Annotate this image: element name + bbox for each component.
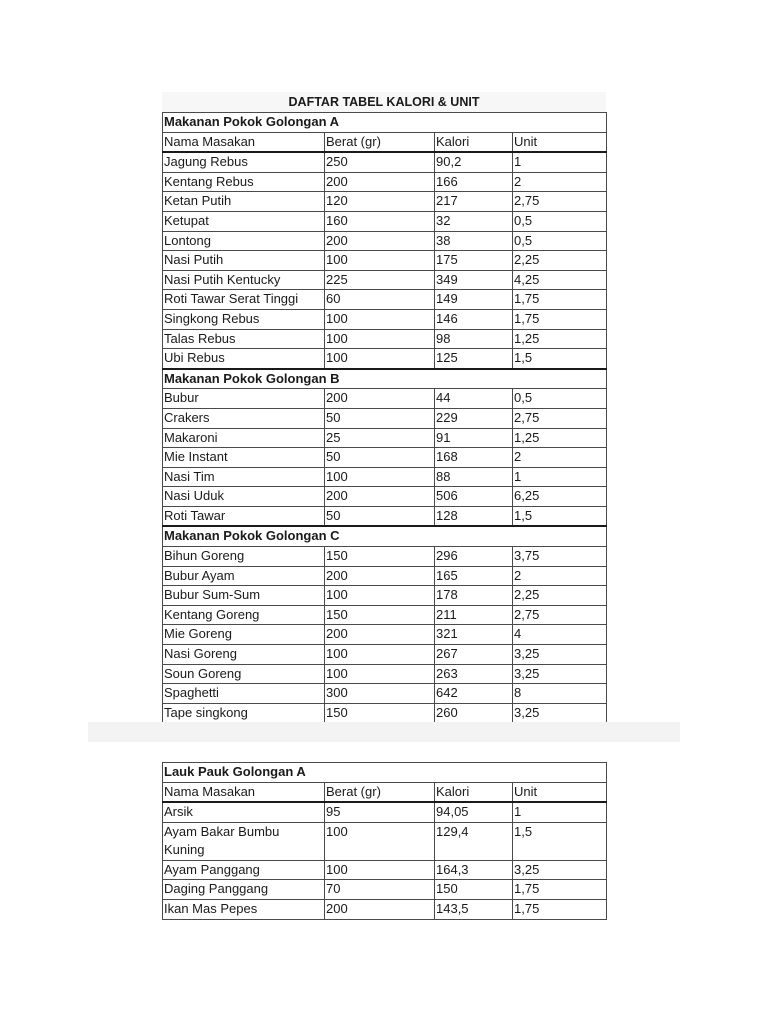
cell-unit: 2 bbox=[513, 172, 607, 192]
table-row bbox=[163, 880, 607, 900]
cell-calories: 98 bbox=[435, 329, 513, 349]
table-row bbox=[163, 703, 607, 723]
cell-unit: 4 bbox=[513, 625, 607, 645]
cell-name: Daging Panggang bbox=[163, 880, 325, 900]
cell-calories: 349 bbox=[435, 270, 513, 290]
cell-name: Kentang Goreng bbox=[163, 605, 325, 625]
cell-calories: 175 bbox=[435, 251, 513, 271]
cell-unit: 0,5 bbox=[513, 211, 607, 231]
cell-name: Bubur Sum-Sum bbox=[163, 586, 325, 606]
cell-name: Ikan Mas Pepes bbox=[163, 899, 325, 919]
table-row bbox=[163, 684, 607, 704]
section-title: Makanan Pokok Golongan A bbox=[163, 113, 607, 133]
cell-name: Arsik bbox=[163, 802, 325, 822]
cell-name: Mie Goreng bbox=[163, 625, 325, 645]
page-break-band bbox=[88, 722, 680, 742]
cell-calories: 146 bbox=[435, 309, 513, 329]
cell-name: Nasi Goreng bbox=[163, 645, 325, 665]
table-row bbox=[163, 566, 607, 586]
cell-weight: 200 bbox=[325, 625, 435, 645]
cell-name: Kentang Rebus bbox=[163, 172, 325, 192]
cell-unit: 3,25 bbox=[513, 645, 607, 665]
cell-weight: 70 bbox=[325, 880, 435, 900]
cell-calories: 129,4 bbox=[435, 822, 513, 860]
header-unit: Unit bbox=[513, 132, 607, 152]
cell-calories: 164,3 bbox=[435, 860, 513, 880]
cell-unit: 2,25 bbox=[513, 251, 607, 271]
table-row bbox=[163, 309, 607, 329]
table-row bbox=[163, 586, 607, 606]
table-row bbox=[163, 664, 607, 684]
section-header-row bbox=[163, 369, 607, 389]
cell-name: Ayam Panggang bbox=[163, 860, 325, 880]
cell-weight: 150 bbox=[325, 703, 435, 723]
cell-unit: 4,25 bbox=[513, 270, 607, 290]
cell-weight: 100 bbox=[325, 822, 435, 860]
cell-unit: 1,75 bbox=[513, 899, 607, 919]
table-row bbox=[163, 152, 607, 172]
cell-weight: 300 bbox=[325, 684, 435, 704]
cell-name: Roti Tawar bbox=[163, 506, 325, 526]
cell-calories: 168 bbox=[435, 448, 513, 468]
table-row bbox=[163, 290, 607, 310]
cell-name: Ketupat bbox=[163, 211, 325, 231]
cell-calories: 44 bbox=[435, 389, 513, 409]
cell-unit: 1,25 bbox=[513, 329, 607, 349]
cell-unit: 1,25 bbox=[513, 428, 607, 448]
cell-weight: 60 bbox=[325, 290, 435, 310]
cell-weight: 95 bbox=[325, 802, 435, 822]
cell-unit: 1,75 bbox=[513, 309, 607, 329]
cell-name: Crakers bbox=[163, 408, 325, 428]
table-row bbox=[163, 822, 607, 860]
cell-name: Lontong bbox=[163, 231, 325, 251]
cell-calories: 90,2 bbox=[435, 152, 513, 172]
cell-calories: 229 bbox=[435, 408, 513, 428]
cell-name: Ubi Rebus bbox=[163, 349, 325, 369]
cell-unit: 2,75 bbox=[513, 192, 607, 212]
cell-unit: 2,75 bbox=[513, 605, 607, 625]
section-header-row bbox=[163, 763, 607, 783]
cell-name: Nasi Putih bbox=[163, 251, 325, 271]
table-row bbox=[163, 270, 607, 290]
cell-calories: 125 bbox=[435, 349, 513, 369]
cell-calories: 38 bbox=[435, 231, 513, 251]
header-weight: Berat (gr) bbox=[325, 782, 435, 802]
cell-name: Nasi Uduk bbox=[163, 487, 325, 507]
cell-unit: 1 bbox=[513, 802, 607, 822]
cell-weight: 50 bbox=[325, 506, 435, 526]
cell-calories: 211 bbox=[435, 605, 513, 625]
table-row bbox=[163, 899, 607, 919]
cell-weight: 160 bbox=[325, 211, 435, 231]
cell-name: Talas Rebus bbox=[163, 329, 325, 349]
header-weight: Berat (gr) bbox=[325, 132, 435, 152]
cell-weight: 50 bbox=[325, 408, 435, 428]
cell-unit: 3,75 bbox=[513, 547, 607, 567]
cell-unit: 0,5 bbox=[513, 389, 607, 409]
table-row bbox=[163, 802, 607, 822]
cell-name: Makaroni bbox=[163, 428, 325, 448]
cell-calories: 165 bbox=[435, 566, 513, 586]
cell-unit: 2 bbox=[513, 448, 607, 468]
cell-weight: 150 bbox=[325, 547, 435, 567]
table-row bbox=[163, 211, 607, 231]
cell-calories: 150 bbox=[435, 880, 513, 900]
cell-unit: 1 bbox=[513, 467, 607, 487]
cell-unit: 3,25 bbox=[513, 664, 607, 684]
cell-unit: 2,25 bbox=[513, 586, 607, 606]
table-row bbox=[163, 467, 607, 487]
cell-name: Mie Instant bbox=[163, 448, 325, 468]
cell-unit: 1,75 bbox=[513, 880, 607, 900]
cell-name: Nasi Putih Kentucky bbox=[163, 270, 325, 290]
cell-calories: 642 bbox=[435, 684, 513, 704]
cell-unit: 3,25 bbox=[513, 860, 607, 880]
cell-weight: 150 bbox=[325, 605, 435, 625]
table-row bbox=[163, 231, 607, 251]
cell-unit: 6,25 bbox=[513, 487, 607, 507]
table-row bbox=[163, 408, 607, 428]
cell-weight: 25 bbox=[325, 428, 435, 448]
cell-weight: 250 bbox=[325, 152, 435, 172]
cell-name: Soun Goreng bbox=[163, 664, 325, 684]
cell-weight: 200 bbox=[325, 487, 435, 507]
cell-unit: 0,5 bbox=[513, 231, 607, 251]
side-dish-table-body bbox=[163, 763, 607, 920]
table-row bbox=[163, 860, 607, 880]
cell-weight: 50 bbox=[325, 448, 435, 468]
cell-name: Ayam Bakar Bumbu Kuning bbox=[163, 822, 325, 860]
header-calories: Kalori bbox=[435, 132, 513, 152]
table-row bbox=[163, 192, 607, 212]
table-row bbox=[163, 448, 607, 468]
cell-weight: 200 bbox=[325, 899, 435, 919]
table-row bbox=[163, 506, 607, 526]
cell-calories: 149 bbox=[435, 290, 513, 310]
section-header-row bbox=[163, 526, 607, 546]
cell-weight: 100 bbox=[325, 645, 435, 665]
side-dish-table bbox=[162, 762, 607, 920]
section-title: Lauk Pauk Golongan A bbox=[163, 763, 607, 783]
cell-calories: 217 bbox=[435, 192, 513, 212]
table-row bbox=[163, 349, 607, 369]
staple-food-table bbox=[162, 112, 607, 723]
cell-name: Singkong Rebus bbox=[163, 309, 325, 329]
cell-weight: 100 bbox=[325, 664, 435, 684]
cell-name: Jagung Rebus bbox=[163, 152, 325, 172]
table-row bbox=[163, 625, 607, 645]
cell-name: Bihun Goreng bbox=[163, 547, 325, 567]
section-title: Makanan Pokok Golongan B bbox=[163, 369, 607, 389]
cell-name: Roti Tawar Serat Tinggi bbox=[163, 290, 325, 310]
section-title: Makanan Pokok Golongan C bbox=[163, 526, 607, 546]
cell-weight: 200 bbox=[325, 231, 435, 251]
cell-name: Bubur bbox=[163, 389, 325, 409]
cell-calories: 267 bbox=[435, 645, 513, 665]
cell-calories: 128 bbox=[435, 506, 513, 526]
table-row bbox=[163, 251, 607, 271]
cell-weight: 100 bbox=[325, 467, 435, 487]
cell-name: Ketan Putih bbox=[163, 192, 325, 212]
cell-unit: 1,5 bbox=[513, 506, 607, 526]
cell-name: Nasi Tim bbox=[163, 467, 325, 487]
cell-unit: 2,75 bbox=[513, 408, 607, 428]
cell-calories: 263 bbox=[435, 664, 513, 684]
cell-weight: 225 bbox=[325, 270, 435, 290]
cell-calories: 166 bbox=[435, 172, 513, 192]
staple-food-table-body bbox=[163, 113, 607, 723]
cell-weight: 200 bbox=[325, 389, 435, 409]
table-row bbox=[163, 329, 607, 349]
cell-calories: 88 bbox=[435, 467, 513, 487]
cell-name: Bubur Ayam bbox=[163, 566, 325, 586]
table-row bbox=[163, 547, 607, 567]
cell-calories: 321 bbox=[435, 625, 513, 645]
cell-weight: 100 bbox=[325, 586, 435, 606]
cell-weight: 120 bbox=[325, 192, 435, 212]
cell-unit: 1,5 bbox=[513, 349, 607, 369]
cell-unit: 8 bbox=[513, 684, 607, 704]
cell-weight: 200 bbox=[325, 172, 435, 192]
cell-weight: 100 bbox=[325, 251, 435, 271]
column-header-row bbox=[163, 782, 607, 802]
cell-calories: 178 bbox=[435, 586, 513, 606]
cell-weight: 100 bbox=[325, 309, 435, 329]
cell-unit: 1,75 bbox=[513, 290, 607, 310]
cell-unit: 1,5 bbox=[513, 822, 607, 860]
cell-weight: 100 bbox=[325, 860, 435, 880]
column-header-row bbox=[163, 132, 607, 152]
section-header-row bbox=[163, 113, 607, 133]
table-row bbox=[163, 389, 607, 409]
cell-calories: 260 bbox=[435, 703, 513, 723]
cell-calories: 91 bbox=[435, 428, 513, 448]
cell-name: Spaghetti bbox=[163, 684, 325, 704]
cell-unit: 1 bbox=[513, 152, 607, 172]
table-row bbox=[163, 172, 607, 192]
cell-name: Tape singkong bbox=[163, 703, 325, 723]
header-name: Nama Masakan bbox=[163, 132, 325, 152]
table-row bbox=[163, 428, 607, 448]
cell-unit: 3,25 bbox=[513, 703, 607, 723]
cell-calories: 506 bbox=[435, 487, 513, 507]
cell-calories: 94,05 bbox=[435, 802, 513, 822]
cell-calories: 32 bbox=[435, 211, 513, 231]
table-row bbox=[163, 645, 607, 665]
table-row bbox=[163, 487, 607, 507]
document-title: DAFTAR TABEL KALORI & UNIT bbox=[288, 95, 480, 109]
cell-unit: 2 bbox=[513, 566, 607, 586]
cell-weight: 100 bbox=[325, 329, 435, 349]
cell-weight: 100 bbox=[325, 349, 435, 369]
cell-calories: 143,5 bbox=[435, 899, 513, 919]
header-unit: Unit bbox=[513, 782, 607, 802]
table-row bbox=[163, 605, 607, 625]
header-calories: Kalori bbox=[435, 782, 513, 802]
cell-weight: 200 bbox=[325, 566, 435, 586]
header-name: Nama Masakan bbox=[163, 782, 325, 802]
cell-calories: 296 bbox=[435, 547, 513, 567]
